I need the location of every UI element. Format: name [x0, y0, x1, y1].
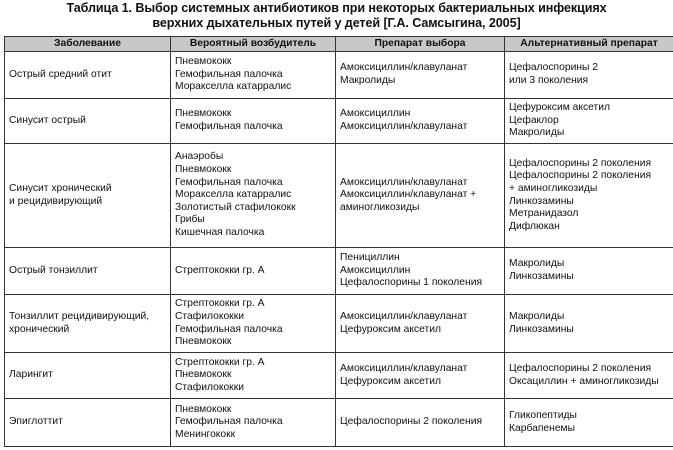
disease-cell: [5, 295, 171, 353]
header-choice: Препарат выбора: [336, 37, 505, 52]
cell-line: Цефуроксим аксетил: [340, 375, 442, 387]
table-row: [5, 144, 673, 248]
alternative-cell: [505, 399, 673, 447]
disease-cell: [5, 99, 171, 144]
cell-line: Линкозамины: [509, 195, 574, 207]
cell-line: Тонзиллит рецидивирующий,: [9, 310, 150, 322]
cell-line: Ларингит: [9, 369, 53, 381]
cell-line: Амоксициллин/клавуланат: [340, 362, 468, 374]
pathogen-cell: [171, 295, 336, 353]
cell-line: и рецидивирующий: [9, 195, 103, 207]
cell-line: Цефалоспорины 2 поколения: [509, 362, 652, 374]
cell-line: Цефуроксим аксетил: [509, 102, 611, 114]
alternative-cell: [505, 248, 673, 295]
header-alternative: Альтернативный препарат: [505, 37, 673, 52]
disease-cell: [5, 399, 171, 447]
cell-line: Острый средний отит: [9, 68, 112, 80]
cell-line: Цефалоспорины 2 поколения: [509, 157, 652, 169]
cell-line: Менингококк: [175, 428, 236, 440]
cell-line: Макролиды: [509, 127, 565, 139]
table-body: [5, 52, 673, 447]
cell-line: Амоксициллин/клавуланат: [340, 310, 468, 322]
table-header-row: [5, 37, 673, 52]
table-row: [5, 399, 673, 447]
choice-cell: [336, 399, 505, 447]
choice-cell: [336, 295, 505, 353]
cell-line: Стрептококки гр. А: [175, 264, 265, 276]
disease-cell: [5, 52, 171, 99]
cell-line: Гемофильная палочка: [175, 323, 283, 335]
cell-line: Золотистый стафилококк: [175, 201, 296, 213]
cell-line: Макролиды: [340, 75, 396, 86]
cell-line: Амоксициллин/клавуланат: [340, 121, 468, 132]
table-row: [5, 52, 673, 99]
cell-line: Цефалоспорины 1 поколения: [340, 277, 483, 289]
alternative-cell: [505, 353, 673, 399]
choice-cell: [336, 144, 505, 248]
cell-line: Амоксициллин/клавуланат +: [340, 189, 477, 201]
cell-line: Пневмококк: [175, 56, 232, 68]
header-pathogen: Вероятный возбудитель: [171, 37, 336, 52]
pathogen-cell: [171, 144, 336, 248]
disease-cell: [5, 144, 171, 248]
cell-line: Пневмококк: [175, 403, 232, 415]
cell-line: Амоксициллин: [340, 264, 411, 276]
cell-line: Пневмококк: [175, 336, 232, 348]
choice-cell: [336, 99, 505, 144]
cell-line: Гемофильная палочка: [175, 68, 283, 80]
pathogen-cell: [171, 353, 336, 399]
cell-line: + аминогликозиды: [509, 182, 598, 194]
table-row: [5, 99, 673, 144]
cell-line: Макролиды: [509, 310, 565, 322]
pathogen-cell: [171, 52, 336, 99]
cell-line: Острый тонзиллит: [9, 264, 98, 276]
cell-line: Оксациллин + аминогликозиды: [509, 375, 659, 387]
disease-cell: [5, 248, 171, 295]
cell-line: Синусит острый: [9, 114, 86, 126]
table-row: [5, 353, 673, 399]
cell-line: Карбапенемы: [509, 422, 576, 434]
alternative-cell: [505, 295, 673, 353]
cell-line: Дифлюкан: [509, 220, 560, 232]
caption-line-2: верхних дыхательных путей у детей [Г.А. Самсыгина, 2005]: [152, 16, 521, 30]
cell-line: Амоксициллин: [340, 108, 411, 120]
cell-line: Цефаклор: [509, 114, 559, 126]
alternative-cell: [505, 99, 673, 144]
table-row: [5, 295, 673, 353]
choice-cell: [336, 248, 505, 295]
cell-line: Линкозамины: [509, 323, 574, 335]
pathogen-cell: [171, 248, 336, 295]
cell-line: Метранидазол: [509, 208, 579, 220]
cell-line: Цефалоспорины 2 поколения: [340, 416, 483, 428]
cell-line: Стрептококки гр. А: [175, 298, 265, 310]
disease-cell: [5, 353, 171, 399]
cell-line: Гемофильная палочка: [175, 416, 283, 428]
cell-line: Анаэробы: [175, 151, 224, 163]
cell-line: Эпиглоттит: [9, 416, 63, 428]
pathogen-cell: [171, 99, 336, 144]
cell-line: Макролиды: [509, 258, 565, 270]
cell-line: хронический: [9, 323, 70, 335]
cell-line: Моракселла катарралис: [175, 81, 292, 93]
cell-line: аминогликозиды: [340, 201, 420, 213]
cell-line: или 3 поколения: [509, 75, 589, 86]
cell-line: Амоксициллин/клавуланат: [340, 62, 468, 74]
cell-line: Цефуроксим аксетил: [340, 323, 442, 335]
cell-line: Гемофильная палочка: [175, 176, 283, 188]
cell-line: Пневмококк: [175, 369, 232, 381]
cell-line: Моракселла катарралис: [175, 189, 292, 201]
choice-cell: [336, 353, 505, 399]
cell-line: Цефалоспорины 2: [509, 62, 598, 74]
cell-line: Гликопептиды: [509, 409, 577, 421]
cell-line: Пневмококк: [175, 164, 232, 176]
cell-line: Цефалоспорины 2 поколения: [509, 170, 652, 182]
cell-line: Линкозамины: [509, 271, 574, 282]
cell-line: Стрептококки гр. А: [175, 356, 265, 368]
cell-line: Стафилококки: [175, 310, 244, 322]
cell-line: Грибы: [175, 214, 205, 226]
header-disease: Заболевание: [5, 37, 171, 52]
cell-line: Гемофильная палочка: [175, 121, 283, 132]
cell-line: Стафилококки: [175, 381, 244, 393]
cell-line: Кишечная палочка: [175, 226, 265, 238]
alternative-cell: [505, 52, 673, 99]
cell-line: Пневмококк: [175, 108, 232, 120]
antibiotics-table: [4, 36, 673, 447]
pathogen-cell: [171, 399, 336, 447]
choice-cell: [336, 52, 505, 99]
table-caption: [0, 0, 673, 36]
cell-line: Амоксициллин/клавуланат: [340, 176, 468, 188]
cell-line: Синусит хронический: [9, 182, 112, 194]
table-row: [5, 248, 673, 295]
cell-line: Пенициллин: [340, 252, 400, 264]
alternative-cell: [505, 144, 673, 248]
caption-line-1: Таблица 1. Выбор системных антибиотиков при некоторых бактериальных инфекциях: [66, 1, 607, 15]
